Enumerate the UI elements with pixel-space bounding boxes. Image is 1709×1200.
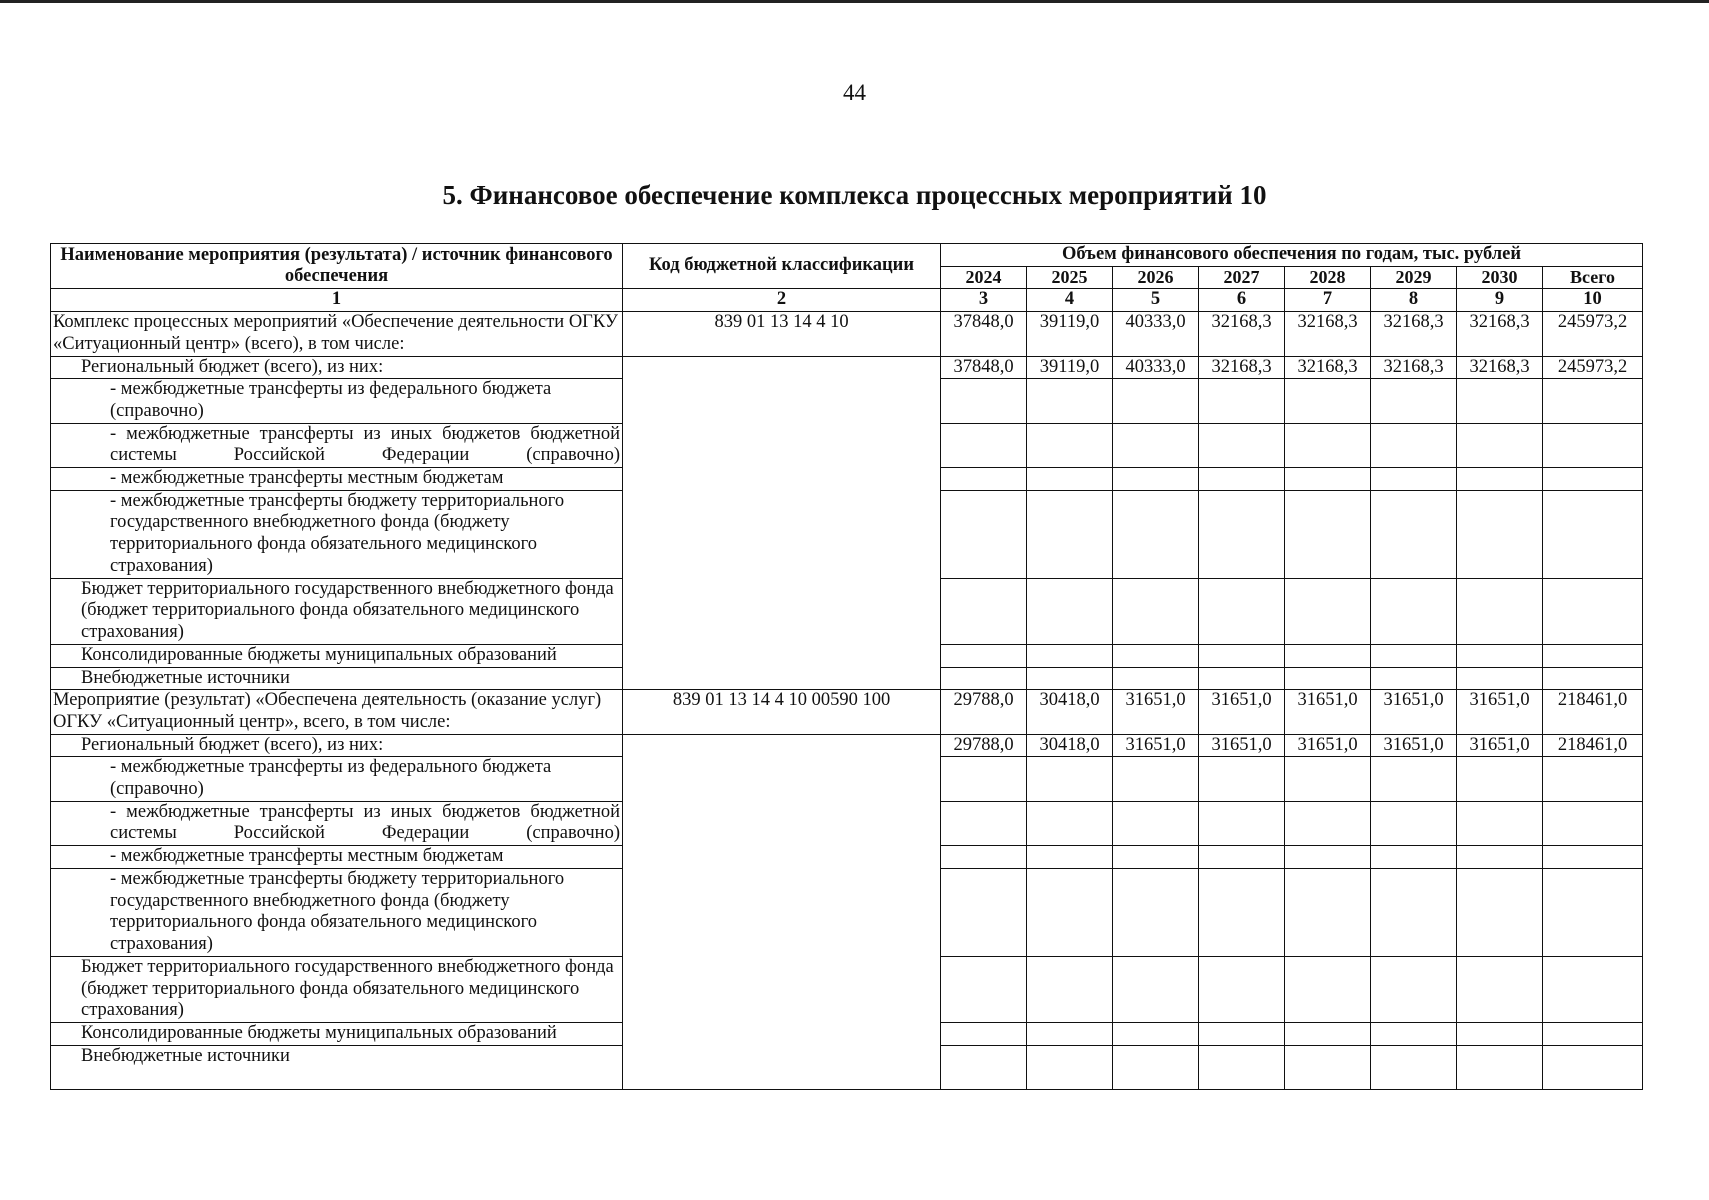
row-name-cell: Внебюджетные источники <box>51 667 623 690</box>
budget-code-cell: 839 01 13 14 4 10 <box>623 312 941 356</box>
year-value-cell <box>1027 490 1113 578</box>
year-value-cell: 31651,0 <box>1113 690 1199 734</box>
year-value-cell <box>1027 956 1113 1022</box>
year-value-cell <box>1199 423 1285 467</box>
table-row <box>51 312 1643 356</box>
year-value-cell <box>941 801 1027 845</box>
year-value-cell <box>1027 423 1113 467</box>
year-value-cell: 32168,3 <box>1371 356 1457 379</box>
year-value-cell <box>1027 468 1113 491</box>
row-name-cell: - межбюджетные трансферты местным бюджетам <box>51 846 623 869</box>
year-value-cell <box>1027 846 1113 869</box>
table-row <box>51 644 1643 667</box>
year-value-cell: 31651,0 <box>1199 690 1285 734</box>
year-value-cell <box>941 468 1027 491</box>
year-value-cell <box>1113 868 1199 956</box>
year-value-cell <box>1285 468 1371 491</box>
year-value-cell <box>1199 490 1285 578</box>
year-value-cell <box>1027 868 1113 956</box>
year-value-cell <box>1457 846 1543 869</box>
year-value-cell <box>1285 578 1371 644</box>
year-value-cell: 31651,0 <box>1457 734 1543 757</box>
year-value-cell: 31651,0 <box>1371 734 1457 757</box>
year-value-cell <box>1371 578 1457 644</box>
row-name-cell: - межбюджетные трансферты бюджету территориального государственного внебюджетного фонда (бюджету территориального фонда обязательного медицинского страхования) <box>51 868 623 956</box>
year-value-cell <box>941 1022 1027 1045</box>
year-value-cell <box>1285 801 1371 845</box>
year-value-cell: 32168,3 <box>1285 312 1371 356</box>
total-value-cell: 245973,2 <box>1543 356 1643 379</box>
year-value-cell: 32168,3 <box>1285 356 1371 379</box>
top-border-line <box>0 0 1709 3</box>
year-value-cell <box>1285 846 1371 869</box>
column-number: 3 <box>941 289 1027 312</box>
year-value-cell <box>1285 1022 1371 1045</box>
year-value-cell <box>1199 956 1285 1022</box>
year-value-cell <box>1199 379 1285 423</box>
header-total: Всего <box>1543 266 1643 289</box>
year-value-cell <box>1199 578 1285 644</box>
table-row <box>51 757 1643 801</box>
total-value-cell <box>1543 644 1643 667</box>
year-value-cell: 32168,3 <box>1199 356 1285 379</box>
column-number: 9 <box>1457 289 1543 312</box>
table-row <box>51 356 1643 379</box>
budget-code-cell <box>623 578 941 644</box>
year-value-cell: 31651,0 <box>1457 690 1543 734</box>
year-value-cell <box>1027 644 1113 667</box>
year-value-cell <box>1199 846 1285 869</box>
year-value-cell <box>1457 801 1543 845</box>
budget-code-cell <box>623 734 941 757</box>
table-row <box>51 667 1643 690</box>
row-name-cell: - межбюджетные трансферты из иных бюджетов бюджетной системы Российской Федерации (справочно) <box>51 801 623 845</box>
year-value-cell <box>1027 667 1113 690</box>
year-value-cell: 29788,0 <box>941 734 1027 757</box>
year-value-cell <box>1285 757 1371 801</box>
year-value-cell <box>941 757 1027 801</box>
total-value-cell <box>1543 757 1643 801</box>
year-value-cell <box>1199 468 1285 491</box>
year-value-cell <box>1457 578 1543 644</box>
year-value-cell <box>1113 423 1199 467</box>
year-value-cell <box>1113 757 1199 801</box>
total-value-cell <box>1543 423 1643 467</box>
budget-code-cell <box>623 1022 941 1045</box>
year-value-cell: 31651,0 <box>1285 690 1371 734</box>
year-value-cell <box>1457 667 1543 690</box>
year-value-cell <box>1199 644 1285 667</box>
budget-code-cell <box>623 1045 941 1089</box>
year-value-cell <box>1371 1022 1457 1045</box>
budget-code-cell: 839 01 13 14 4 10 00590 100 <box>623 690 941 734</box>
column-number: 7 <box>1285 289 1371 312</box>
year-value-cell <box>1371 490 1457 578</box>
year-value-cell <box>1199 667 1285 690</box>
year-value-cell <box>941 846 1027 869</box>
budget-code-cell <box>623 868 941 956</box>
row-name-cell: Внебюджетные источники <box>51 1045 623 1089</box>
year-value-cell <box>1457 490 1543 578</box>
year-value-cell <box>1027 1045 1113 1089</box>
financing-table <box>50 243 1643 1090</box>
table-row <box>51 423 1643 467</box>
year-value-cell <box>1285 868 1371 956</box>
table-row <box>51 956 1643 1022</box>
year-value-cell <box>1285 667 1371 690</box>
budget-code-cell <box>623 490 941 578</box>
header-name-column: Наименование мероприятия (результата) / источник финансового обеспечения <box>51 244 623 289</box>
year-value-cell <box>1027 1022 1113 1045</box>
year-value-cell <box>1027 801 1113 845</box>
year-value-cell <box>1457 468 1543 491</box>
year-value-cell <box>1457 757 1543 801</box>
year-value-cell <box>941 667 1027 690</box>
year-value-cell: 40333,0 <box>1113 356 1199 379</box>
year-value-cell <box>1285 1045 1371 1089</box>
year-value-cell <box>1199 1045 1285 1089</box>
year-value-cell: 31651,0 <box>1113 734 1199 757</box>
year-value-cell: 31651,0 <box>1199 734 1285 757</box>
year-value-cell: 31651,0 <box>1285 734 1371 757</box>
total-value-cell <box>1543 956 1643 1022</box>
budget-code-cell <box>623 801 941 845</box>
year-value-cell: 40333,0 <box>1113 312 1199 356</box>
row-name-cell: Бюджет территориального государственного внебюджетного фонда (бюджет территориального фонда обязательного медицинского страхования) <box>51 578 623 644</box>
row-name-cell: - межбюджетные трансферты бюджету территориального государственного внебюджетного фонда (бюджету территориального фонда обязательного медицинского страхования) <box>51 490 623 578</box>
total-value-cell <box>1543 468 1643 491</box>
total-value-cell <box>1543 801 1643 845</box>
total-value-cell <box>1543 846 1643 869</box>
budget-code-cell <box>623 644 941 667</box>
row-name-cell: - межбюджетные трансферты из федерального бюджета (справочно) <box>51 379 623 423</box>
year-value-cell <box>1371 956 1457 1022</box>
year-value-cell <box>941 490 1027 578</box>
year-value-cell <box>1371 757 1457 801</box>
budget-code-cell <box>623 846 941 869</box>
year-value-cell <box>1285 956 1371 1022</box>
row-name-cell: - межбюджетные трансферты из иных бюджетов бюджетной системы Российской Федерации (справочно) <box>51 423 623 467</box>
row-name-cell: Консолидированные бюджеты муниципальных образований <box>51 644 623 667</box>
year-value-cell <box>1199 1022 1285 1045</box>
table-row <box>51 801 1643 845</box>
year-value-cell: 39119,0 <box>1027 312 1113 356</box>
year-value-cell <box>941 379 1027 423</box>
year-value-cell <box>941 423 1027 467</box>
year-value-cell <box>1371 846 1457 869</box>
year-value-cell <box>1113 801 1199 845</box>
year-value-cell: 32168,3 <box>1199 312 1285 356</box>
year-value-cell <box>1285 644 1371 667</box>
year-value-cell <box>1027 757 1113 801</box>
table-row <box>51 379 1643 423</box>
total-value-cell <box>1543 1022 1643 1045</box>
table-row <box>51 468 1643 491</box>
year-value-cell: 37848,0 <box>941 312 1027 356</box>
budget-code-cell <box>623 379 941 423</box>
year-value-cell <box>1285 379 1371 423</box>
year-value-cell <box>1371 1045 1457 1089</box>
header-code-column: Код бюджетной классификации <box>623 244 941 289</box>
budget-code-cell <box>623 667 941 690</box>
table-row <box>51 578 1643 644</box>
year-value-cell: 32168,3 <box>1371 312 1457 356</box>
page-number: 44 <box>843 80 866 105</box>
year-value-cell <box>1285 490 1371 578</box>
year-value-cell <box>1113 667 1199 690</box>
column-number: 5 <box>1113 289 1199 312</box>
header-year: 2026 <box>1113 266 1199 289</box>
year-value-cell: 30418,0 <box>1027 690 1113 734</box>
budget-code-cell <box>623 423 941 467</box>
row-name-cell: Бюджет территориального государственного внебюджетного фонда (бюджет территориального фонда обязательного медицинского страхования) <box>51 956 623 1022</box>
total-value-cell: 218461,0 <box>1543 690 1643 734</box>
budget-code-cell <box>623 468 941 491</box>
table-row <box>51 1045 1643 1089</box>
year-value-cell: 30418,0 <box>1027 734 1113 757</box>
total-value-cell <box>1543 1045 1643 1089</box>
total-value-cell <box>1543 868 1643 956</box>
year-value-cell <box>941 956 1027 1022</box>
row-name-cell: Комплекс процессных мероприятий «Обеспечение деятельности ОГКУ «Ситуационный центр» (всего), в том числе: <box>51 312 623 356</box>
header-volume-column: Объем финансового обеспечения по годам, тыс. рублей <box>941 244 1643 267</box>
year-value-cell <box>1113 644 1199 667</box>
table-row <box>51 868 1643 956</box>
year-value-cell: 39119,0 <box>1027 356 1113 379</box>
header-year: 2030 <box>1457 266 1543 289</box>
year-value-cell <box>941 578 1027 644</box>
column-number: 6 <box>1199 289 1285 312</box>
table-row <box>51 734 1643 757</box>
header-year: 2029 <box>1371 266 1457 289</box>
budget-code-cell <box>623 956 941 1022</box>
header-year: 2024 <box>941 266 1027 289</box>
year-value-cell: 32168,3 <box>1457 356 1543 379</box>
column-number: 2 <box>623 289 941 312</box>
year-value-cell <box>941 1045 1027 1089</box>
year-value-cell: 32168,3 <box>1457 312 1543 356</box>
row-name-cell: - межбюджетные трансферты местным бюджетам <box>51 468 623 491</box>
year-value-cell <box>1457 1022 1543 1045</box>
year-value-cell <box>1457 956 1543 1022</box>
row-name-cell: Региональный бюджет (всего), из них: <box>51 734 623 757</box>
total-value-cell <box>1543 490 1643 578</box>
total-value-cell <box>1543 379 1643 423</box>
year-value-cell <box>1457 868 1543 956</box>
year-value-cell <box>1113 1045 1199 1089</box>
year-value-cell <box>1113 379 1199 423</box>
year-value-cell <box>1027 578 1113 644</box>
year-value-cell <box>1371 644 1457 667</box>
year-value-cell <box>1457 1045 1543 1089</box>
year-value-cell <box>1285 423 1371 467</box>
budget-code-cell <box>623 757 941 801</box>
row-name-cell: Консолидированные бюджеты муниципальных образований <box>51 1022 623 1045</box>
row-name-cell: - межбюджетные трансферты из федерального бюджета (справочно) <box>51 757 623 801</box>
column-number: 1 <box>51 289 623 312</box>
year-value-cell <box>1113 578 1199 644</box>
header-year: 2028 <box>1285 266 1371 289</box>
year-value-cell <box>1371 667 1457 690</box>
column-number: 4 <box>1027 289 1113 312</box>
year-value-cell <box>1457 644 1543 667</box>
year-value-cell <box>1113 1022 1199 1045</box>
year-value-cell <box>1113 956 1199 1022</box>
total-value-cell: 218461,0 <box>1543 734 1643 757</box>
year-value-cell <box>1113 846 1199 869</box>
row-name-cell: Мероприятие (результат) «Обеспечена деятельность (оказание услуг) ОГКУ «Ситуационный центр», всего, в том числе: <box>51 690 623 734</box>
page-title: 5. Финансовое обеспечение комплекса процессных мероприятий 10 <box>442 180 1267 210</box>
year-value-cell <box>1371 379 1457 423</box>
year-value-cell <box>1027 379 1113 423</box>
year-value-cell <box>1113 490 1199 578</box>
year-value-cell <box>941 868 1027 956</box>
year-value-cell: 37848,0 <box>941 356 1027 379</box>
column-number: 8 <box>1371 289 1457 312</box>
total-value-cell <box>1543 667 1643 690</box>
row-name-cell: Региональный бюджет (всего), из них: <box>51 356 623 379</box>
total-value-cell: 245973,2 <box>1543 312 1643 356</box>
year-value-cell <box>1199 801 1285 845</box>
column-number: 10 <box>1543 289 1643 312</box>
year-value-cell <box>1371 868 1457 956</box>
year-value-cell <box>941 644 1027 667</box>
year-value-cell: 31651,0 <box>1371 690 1457 734</box>
budget-code-cell <box>623 356 941 379</box>
year-value-cell: 29788,0 <box>941 690 1027 734</box>
year-value-cell <box>1457 423 1543 467</box>
table-row <box>51 1022 1643 1045</box>
year-value-cell <box>1113 468 1199 491</box>
header-year: 2027 <box>1199 266 1285 289</box>
table-body <box>51 312 1643 1090</box>
year-value-cell <box>1371 801 1457 845</box>
year-value-cell <box>1371 468 1457 491</box>
table-row <box>51 846 1643 869</box>
year-value-cell <box>1371 423 1457 467</box>
total-value-cell <box>1543 578 1643 644</box>
table-row <box>51 690 1643 734</box>
table-row <box>51 490 1643 578</box>
year-value-cell <box>1199 868 1285 956</box>
header-year: 2025 <box>1027 266 1113 289</box>
year-value-cell <box>1457 379 1543 423</box>
year-value-cell <box>1199 757 1285 801</box>
